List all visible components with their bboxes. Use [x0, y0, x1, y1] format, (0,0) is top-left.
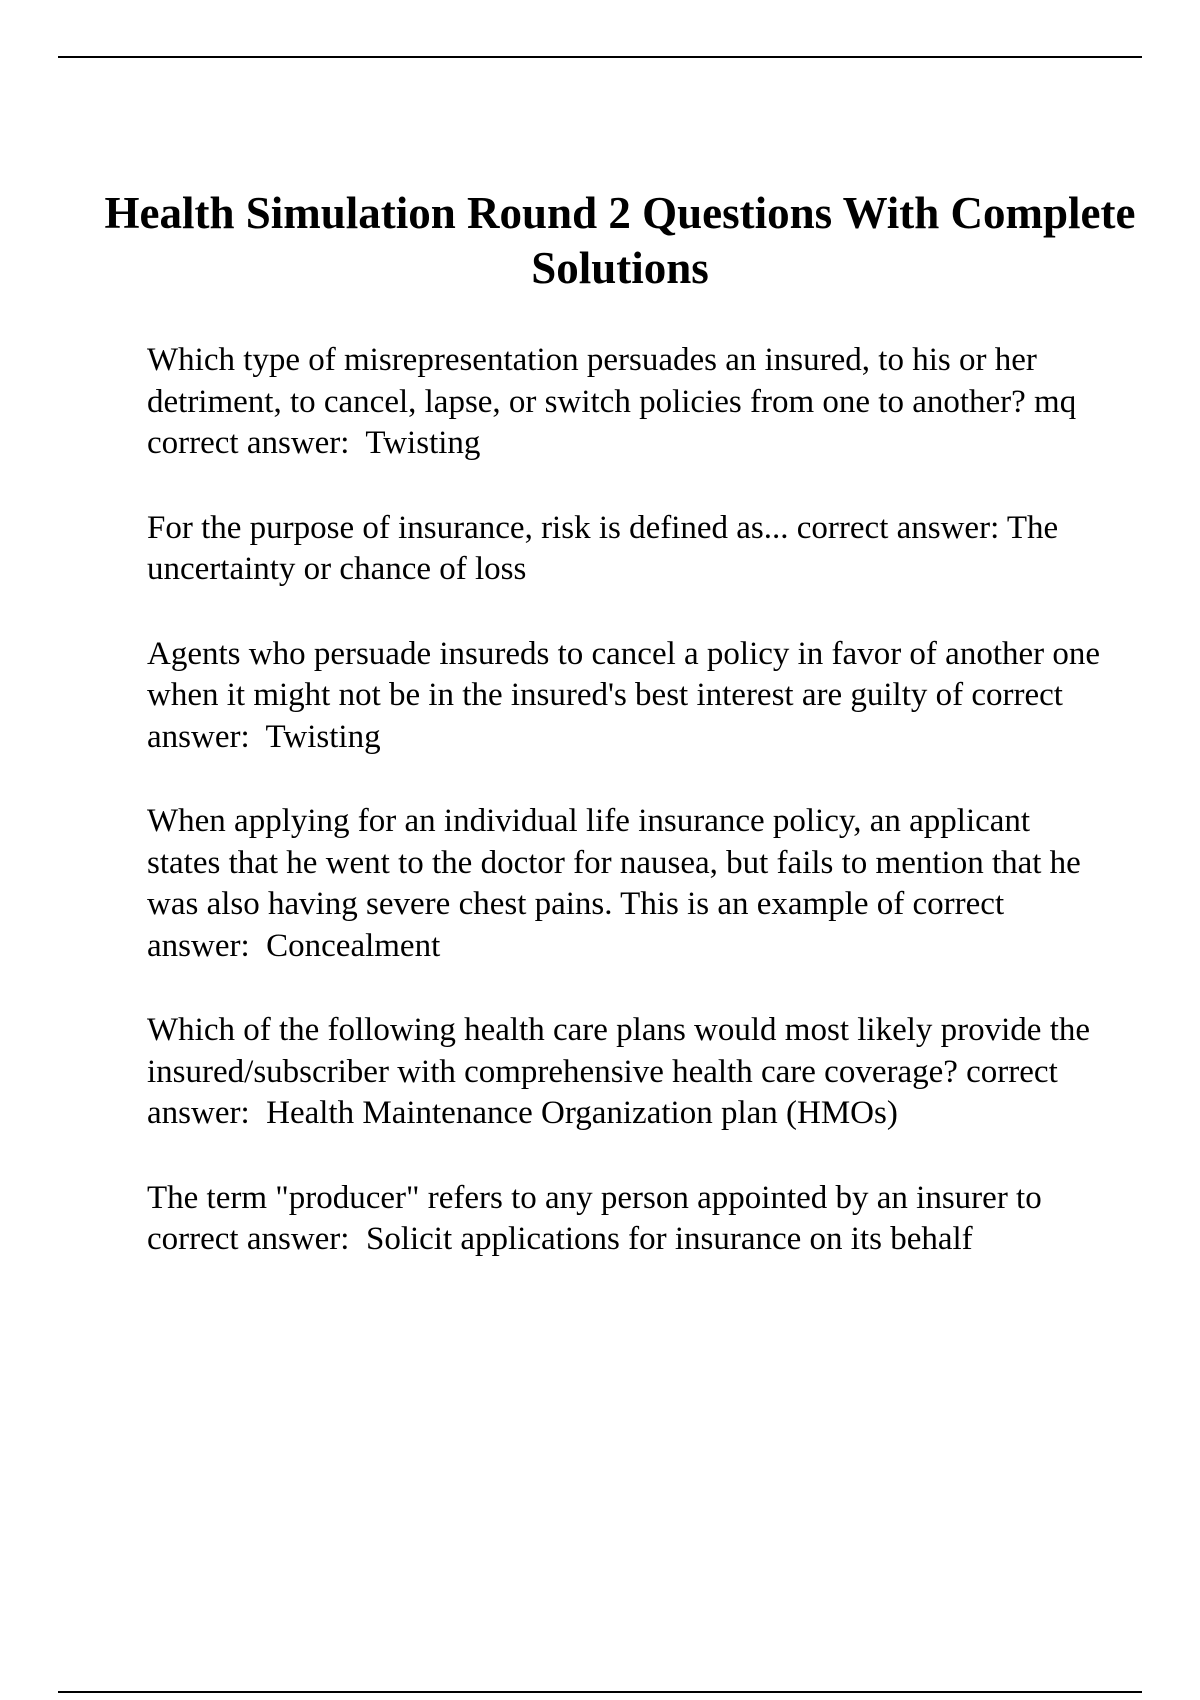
question-text: The term "producer" refers to any person appointed by an insurer to correct answer:	[147, 1179, 1050, 1257]
question-text: When applying for an individual life insurance policy, an applicant states that he went to the doctor for nausea, but fails to mention that he was also having severe chest pains. This is an example of correct answer:	[147, 803, 1090, 964]
qa-item	[147, 634, 1107, 759]
answer-text: Health Maintenance Organization plan (HMOs)	[266, 1095, 898, 1131]
qa-item	[147, 1010, 1107, 1135]
qa-list	[147, 340, 1107, 1304]
question-text: Agents who persuade insureds to cancel a policy in favor of another one when it might not be in the insured's best interest are guilty of correct answer:	[147, 635, 1109, 755]
qa-item	[147, 801, 1107, 967]
top-divider	[58, 56, 1142, 58]
answer-text: Concealment	[266, 927, 441, 964]
bottom-divider	[58, 1691, 1142, 1693]
qa-item	[147, 508, 1107, 591]
answer-text: Solicit applications for insurance on its behalf	[365, 1221, 973, 1257]
question-text: Which type of misrepresentation persuades an insured, to his or her detriment, to cancel, lapse, or switch policies from one to another? mq correct answer:	[147, 342, 1085, 461]
question-text: Which of the following health care plans would most likely provide the insured/subscriber with comprehensive health care coverage? correct answer:	[147, 1012, 1099, 1131]
qa-item	[147, 1178, 1107, 1261]
question-text: For the purpose of insurance, risk is defined as... correct answer:	[147, 509, 1000, 546]
answer-text: Twisting	[365, 425, 481, 461]
answer-text: Twisting	[265, 718, 381, 755]
qa-item	[147, 340, 1107, 465]
answer-text: The uncertainty or chance of loss	[147, 509, 1067, 587]
document-title: Health Simulation Round 2 Questions With Complete Solutions	[104, 188, 1136, 293]
